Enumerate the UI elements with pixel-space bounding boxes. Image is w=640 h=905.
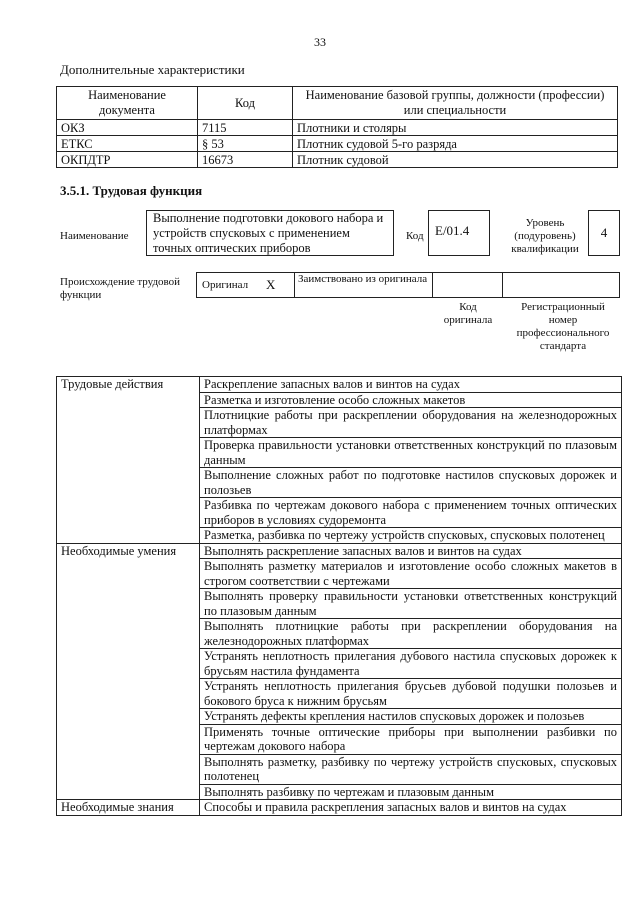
name-label: Наименование — [60, 230, 129, 242]
code-original-label: Код оригинала — [443, 301, 493, 326]
code-label: Код — [406, 230, 424, 242]
additional-characteristics-title: Дополнительные характеристики — [60, 62, 245, 77]
list-item: Устранять дефекты крепления настилов спусковых дорожек и полозьев — [200, 709, 622, 725]
list-item: Выполнять раскрепление запасных валов и винтов на судах — [200, 543, 622, 559]
header-code: Код — [198, 87, 293, 120]
list-item: Устранять неплотность прилегания дубового настила спусковых дорожек к брусьям настила фундамента — [200, 649, 622, 679]
original-mark: X — [266, 277, 276, 292]
origin-divider — [294, 272, 295, 298]
list-item: Выполнять разметку материалов и изготовление особо сложных макетов в строгом соответствии с чертежами — [200, 559, 622, 589]
list-item: Выполнять разбивку по чертежам и плазовым данным — [200, 784, 622, 800]
table-row — [57, 152, 618, 168]
code-cell: 7115 — [198, 120, 293, 136]
table-row — [57, 543, 622, 559]
labor-function-table — [56, 376, 622, 816]
page-number: 33 — [314, 35, 326, 49]
borrowed-label: Заимствовано из оригинала — [298, 273, 428, 285]
original-label: Оригинал — [202, 279, 249, 291]
required-skills-label: Необходимые умения — [57, 543, 200, 800]
required-knowledge-label: Необходимые знания — [57, 800, 200, 816]
list-item: Выполнять проверку правильности установки ответственных конструкций по плазовым данным — [200, 589, 622, 619]
table-row — [57, 800, 622, 816]
code-cell: § 53 — [198, 136, 293, 152]
header-name: Наименование базовой группы, должности (профессии) или специальности — [293, 87, 618, 120]
name-cell: Плотник судовой 5-го разряда — [293, 136, 618, 152]
doc-cell: ОКПДТР — [57, 152, 198, 168]
table-row — [57, 377, 622, 393]
code-cell: 16673 — [198, 152, 293, 168]
origin-divider — [502, 272, 503, 298]
function-name-value: Выполнение подготовки докового набора и устройств спусковых с применением точных оптических приборов — [146, 210, 394, 256]
level-label: Уровень (подуровень) квалификации — [511, 217, 579, 255]
doc-cell: ЕТКС — [57, 136, 198, 152]
function-code-value: E/01.4 — [428, 210, 490, 256]
table-row — [57, 136, 618, 152]
table-row — [57, 120, 618, 136]
additional-characteristics-table — [56, 86, 618, 168]
origin-divider — [432, 272, 433, 298]
doc-cell: ОКЗ — [57, 120, 198, 136]
reg-number-label: Регистрационный номер профессионального стандарта — [516, 301, 610, 352]
list-item: Выполнять разметку, разбивку по чертежу устройств спусковых, спусковых полотенец — [200, 754, 622, 784]
list-item: Применять точные оптические приборы при выполнении разбивки по чертежам докового набора — [200, 724, 622, 754]
origin-label: Происхождение трудовой функции — [60, 276, 181, 301]
name-cell: Плотники и столяры — [293, 120, 618, 136]
list-item: Способы и правила раскрепления запасных валов и винтов на судах — [200, 800, 622, 816]
list-item: Проверка правильности установки ответственных конструкций по плазовым данным — [200, 438, 622, 468]
level-value: 4 — [588, 210, 620, 256]
list-item: Устранять неплотность прилегания брусьев дубовой подушки полозьев и бокового бруса к нижним брусьям — [200, 679, 622, 709]
list-item: Выполнение сложных работ по подготовке настилов спусковых дорожек и полозьев — [200, 468, 622, 498]
list-item: Разбивка по чертежам докового набора с применением точных оптических приборов в условиях судоремонта — [200, 498, 622, 528]
header-document: Наименование документа — [57, 87, 198, 120]
section-title: 3.5.1. Трудовая функция — [60, 183, 203, 198]
list-item: Разметка и изготовление особо сложных макетов — [200, 392, 622, 408]
list-item: Раскрепление запасных валов и винтов на судах — [200, 377, 622, 393]
list-item: Плотницкие работы при раскреплении оборудования на железнодорожных платформах — [200, 408, 622, 438]
list-item: Выполнять плотницкие работы при раскреплении оборудования на железнодорожных платформах — [200, 619, 622, 649]
list-item: Разметка, разбивка по чертежу устройств спусковых, спусковых полотенец — [200, 528, 622, 544]
labor-actions-label: Трудовые действия — [57, 377, 200, 544]
name-cell: Плотник судовой — [293, 152, 618, 168]
